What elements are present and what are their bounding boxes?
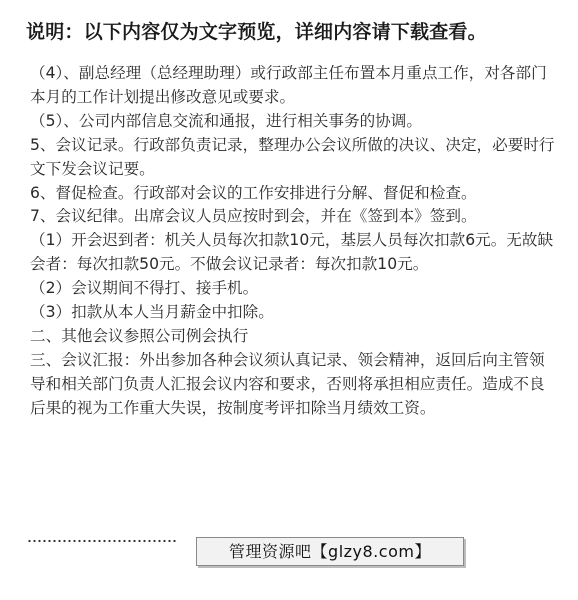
paragraph: 5、会议记录。行政部负责记录，整理办公会议所做的决议、决定，必要时行文下发会议记要。 — [30, 135, 555, 178]
preview-notice: 说明：以下内容仅为文字预览，详细内容请下载查看。 — [26, 21, 487, 43]
site-link-button[interactable]: 管理资源吧【glzy8.com】 — [196, 537, 464, 566]
paragraph: 6、督促检查。行政部对会议的工作安排进行分解、督促和检查。 — [30, 183, 477, 202]
paragraph: 三、会议汇报：外出参加各种会议须认真记录、领会精神，返回后向主管领导和相关部门负责人汇报会议内容和要求，否则将承担相应责任。造成不良后果的视为工作重大失误，按制度考评扣除当月绩效工资。 — [30, 350, 545, 417]
dotted-divider — [27, 539, 177, 543]
paragraph: （3）扣款从本人当月薪金中扣除。 — [30, 303, 274, 322]
paragraph: （2）会议期间不得打、接手机。 — [30, 279, 259, 298]
paragraph: 7、会议纪律。出席会议人员应按时到会，并在《签到本》签到。 — [30, 207, 477, 226]
paragraph: 二、其他会议参照公司例会执行 — [30, 326, 249, 345]
paragraph: （1）开会迟到者：机关人员每次扣款10元，基层人员每次扣款6元。无故缺会者：每次扣款50元。不做会议记录者：每次扣款10元。 — [30, 231, 554, 274]
document-body — [30, 62, 558, 421]
paragraph: （5）、公司内部信息交流和通报，进行相关事务的协调。 — [30, 111, 422, 130]
paragraph: （4）、副总经理（总经理助理）或行政部主任布置本月重点工作，对各部门本月的工作计划提出修改意见或要求。 — [30, 64, 547, 106]
